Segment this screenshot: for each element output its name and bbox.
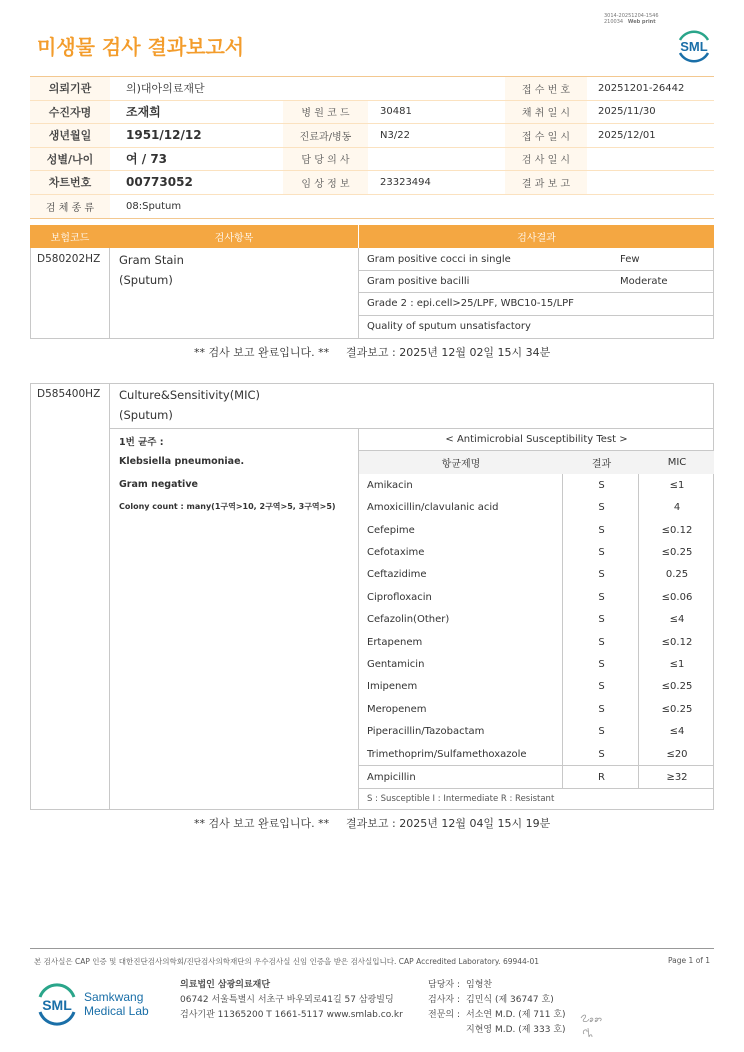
value-patient-name: 조재희 — [126, 105, 161, 120]
drug-result: S — [598, 591, 605, 603]
value-birth-date: 1951/12/12 — [126, 128, 202, 143]
drug-result: S — [598, 569, 605, 581]
svg-text:SML: SML — [680, 39, 708, 54]
mic-row — [359, 720, 714, 743]
gram-type: Gram negative — [119, 479, 198, 490]
culture-code: D585400HZ — [37, 388, 101, 400]
label-receipt-date: 접 수 일 시 — [505, 124, 587, 147]
drug-name: Ciprofloxacin — [367, 591, 432, 603]
mic-row — [359, 698, 714, 721]
label-patient-name: 수진자명 — [30, 101, 110, 124]
strain-label: 1번 균주 : — [119, 437, 164, 448]
mic-header-row — [359, 451, 714, 474]
drug-name: Trimethoprim/Sulfamethoxazole — [367, 748, 527, 760]
info-row — [30, 77, 714, 101]
value-report — [587, 171, 714, 194]
label-collection-date: 채 취 일 시 — [505, 101, 587, 124]
drug-name: Cefotaxime — [367, 546, 425, 558]
info-row — [30, 148, 714, 172]
label-department: 진료과/병동 — [283, 124, 368, 147]
info-row — [30, 101, 714, 125]
gram-code: D580202HZ — [37, 253, 101, 265]
drug-mic: ≤0.12 — [661, 636, 693, 648]
drug-name: Imipenem — [367, 681, 418, 693]
drug-mic: 0.25 — [665, 569, 689, 581]
drug-mic: ≤4 — [669, 614, 685, 626]
drug-name: Ampicillin — [367, 771, 416, 783]
value-requester: 의)대아의료재단 — [126, 82, 205, 96]
value-chart-number: 00773052 — [126, 175, 193, 190]
drug-name: Amikacin — [367, 479, 413, 491]
label-birth-date: 생년월일 — [30, 124, 110, 147]
drug-result: S — [598, 636, 605, 648]
drug-name: Cefepime — [367, 524, 415, 536]
value-hospital-code: 30481 — [380, 106, 412, 118]
drug-name: Piperacillin/Tazobactam — [367, 726, 485, 738]
signature — [578, 1010, 608, 1040]
org-info: 의료법인 삼광의료재단 06742 서울특별시 서초구 바우뫼로41길 57 삼광빌딩 검사기관 11365200 T 1661-5117 www.smlab.co.kr — [180, 980, 403, 1020]
drug-mic: ≤1 — [669, 658, 685, 670]
drug-name: Ertapenem — [367, 636, 423, 648]
value-collection-date: 2025/11/30 — [598, 106, 656, 118]
col-mic: MIC — [667, 456, 687, 468]
drug-mic: ≤1 — [669, 479, 685, 491]
mic-row — [359, 496, 714, 519]
document-code: 3014-20251204-1546 210034 Web print — [604, 13, 659, 25]
gram-result-text: Quality of sputum unsatisfactory — [367, 321, 531, 332]
value-receipt-date: 2025/12/01 — [598, 129, 656, 141]
staff-info: 담당자 : 임형찬 검사자 : 김민식 (제 36747 호) 전문의 : 서소연 M.D. (제 711 호) 지현영 M.D. (제 333 호) — [428, 980, 566, 1035]
drug-name: Cefazolin(Other) — [367, 614, 450, 626]
drug-result: S — [598, 479, 605, 491]
label-specimen: 검 체 종 류 — [30, 195, 110, 219]
mic-row — [359, 541, 714, 564]
value-sex-age: 여 / 73 — [126, 152, 168, 167]
label-requester: 의뢰기관 — [30, 77, 110, 100]
gram-result-value: Few — [620, 254, 640, 265]
page-number: Page 1 of 1 — [668, 956, 711, 965]
patient-info-table — [30, 76, 714, 219]
culture-test-name: Culture&Sensitivity(MIC) — [119, 388, 261, 402]
label-sex-age: 성별/나이 — [30, 148, 110, 171]
gram-result-text: Grade 2 : epi.cell>25/LPF, WBC10-15/LPF — [367, 298, 574, 309]
drug-mic: ≤0.06 — [661, 591, 693, 603]
value-specimen: 08:Sputum — [126, 200, 182, 212]
svg-text:SML: SML — [42, 997, 72, 1013]
drug-mic: 4 — [673, 502, 681, 514]
drug-mic: ≤0.25 — [661, 681, 693, 693]
gram-result-text: Gram positive bacilli — [367, 276, 470, 287]
col-result: 결과 — [591, 458, 612, 470]
mic-row — [359, 653, 714, 676]
drug-mic: ≤0.12 — [661, 524, 693, 536]
gram-specimen: (Sputum) — [119, 273, 173, 287]
label-report: 결 과 보 고 — [505, 171, 587, 194]
drug-result: S — [598, 524, 605, 536]
drug-name: Ceftazidime — [367, 569, 427, 581]
drug-result: S — [598, 546, 605, 558]
header-code: 보험코드 — [50, 233, 90, 244]
mic-row — [359, 608, 714, 631]
culture-complete-note: ** 검사 보고 완료입니다. ** — [194, 817, 330, 830]
col-drug: 항균제명 — [441, 458, 481, 470]
drug-name: Amoxicillin/clavulanic acid — [367, 502, 499, 514]
mic-row — [359, 631, 714, 654]
gram-result-text: Gram positive cocci in single — [367, 254, 511, 265]
culture-report-time: 결과보고 : 2025년 12월 04일 15시 19분 — [346, 817, 551, 830]
drug-result: S — [598, 681, 605, 693]
result-legend: S : Susceptible I : Intermediate R : Resistant — [367, 794, 555, 804]
label-test-date: 검 사 일 시 — [505, 148, 587, 171]
drug-result: S — [598, 726, 605, 738]
gram-result-value: Moderate — [620, 276, 668, 287]
sml-footer-logo — [35, 982, 79, 1026]
value-accession: 20251201-26442 — [598, 82, 685, 94]
info-row — [30, 171, 714, 195]
value-test-date — [587, 148, 714, 171]
gram-complete-note: ** 검사 보고 완료입니다. ** — [194, 346, 330, 359]
drug-name: Meropenem — [367, 703, 427, 715]
mic-row — [359, 586, 714, 609]
value-clinical-info: 23323494 — [380, 176, 431, 188]
label-clinical-info: 임 상 정 보 — [283, 171, 368, 194]
drug-result: R — [598, 771, 605, 783]
drug-mic: ≤0.25 — [661, 546, 693, 558]
drug-name: Gentamicin — [367, 658, 425, 670]
header-result: 검사결과 — [358, 225, 714, 248]
results-header — [30, 225, 714, 248]
drug-result: S — [598, 703, 605, 715]
drug-result: S — [598, 614, 605, 626]
mic-row — [359, 519, 714, 542]
organism-name: Klebsiella pneumoniae. — [119, 456, 245, 467]
gram-test-name: Gram Stain — [119, 253, 184, 267]
drug-result: S — [598, 658, 605, 670]
drug-mic: ≤20 — [666, 748, 688, 760]
mic-row — [359, 766, 714, 789]
sml-logo — [674, 26, 714, 66]
drug-result: S — [598, 502, 605, 514]
drug-result: S — [598, 748, 605, 760]
label-chart-number: 차트번호 — [30, 171, 110, 194]
mic-row — [359, 564, 714, 587]
info-row — [30, 195, 714, 219]
label-hospital-code: 병 원 코 드 — [283, 101, 368, 124]
label-doctor: 담 당 의 사 — [283, 148, 368, 171]
ast-title: < Antimicrobial Susceptibility Test > — [445, 434, 628, 445]
header-item: 검사항목 — [214, 233, 254, 244]
mic-row — [359, 676, 714, 699]
certification-note: 본 검사실은 CAP 인증 및 대한진단검사의학회/진단검사의학재단의 우수검사실 신임 인증을 받은 검사실입니다. CAP Accredited Laboratory. 69944-01 — [34, 957, 540, 966]
value-department: N3/22 — [380, 129, 410, 141]
culture-specimen: (Sputum) — [119, 408, 173, 422]
brand-name: Samkwang Medical Lab — [84, 990, 149, 1018]
mic-row — [359, 474, 714, 497]
label-accession: 접 수 번 호 — [505, 77, 587, 100]
value-doctor — [368, 148, 505, 171]
info-row — [30, 124, 714, 148]
colony-count: Colony count : many(1구역>10, 2구역>5, 3구역>5) — [119, 502, 336, 511]
gram-report-time: 결과보고 : 2025년 12월 02일 15시 34분 — [346, 346, 551, 359]
drug-mic: ≤4 — [669, 726, 685, 738]
page-title: 미생물 검사 결과보고서 — [37, 35, 245, 59]
mic-row — [359, 743, 714, 766]
drug-mic: ≤0.25 — [661, 703, 693, 715]
drug-mic: ≥32 — [666, 771, 688, 783]
